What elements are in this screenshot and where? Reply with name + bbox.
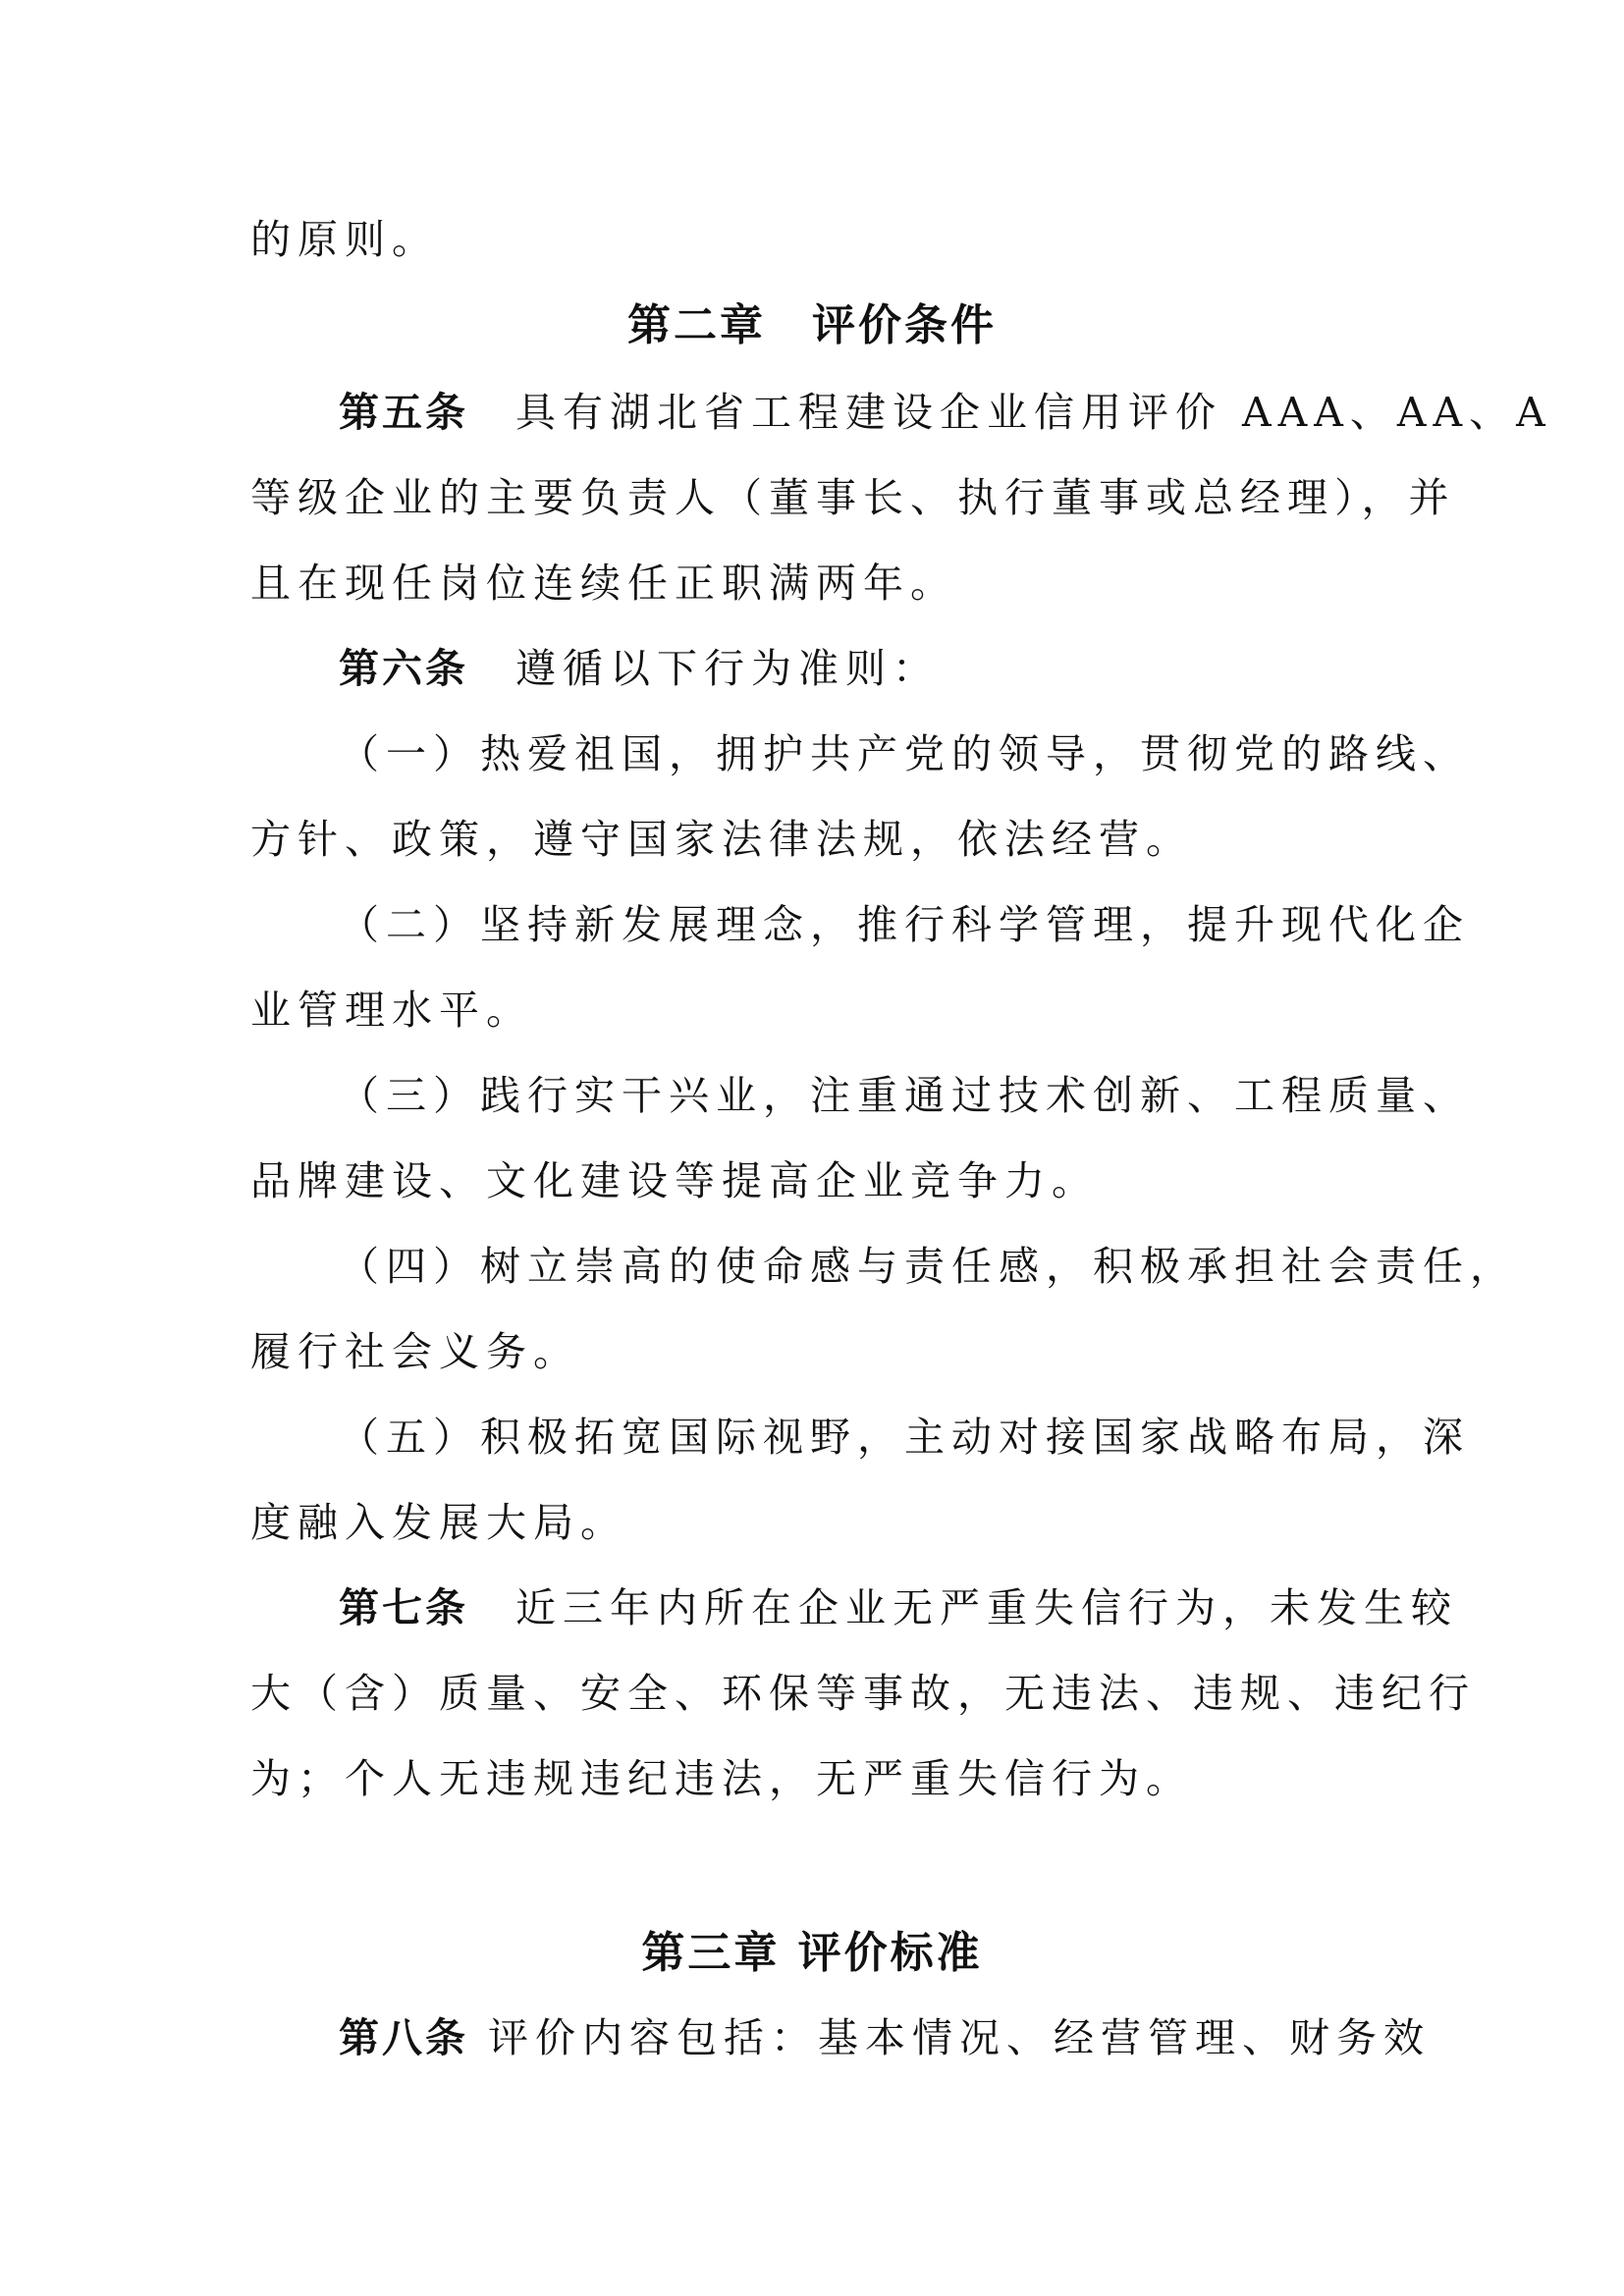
paragraph-line: 的原则。 [250, 216, 439, 263]
article-seven-label: 第七条 [339, 1584, 468, 1631]
article-five-label: 第五条 [339, 389, 468, 436]
article-eight-line [339, 2010, 1432, 2065]
list-item-line: （五）积极拓宽国际视野，主动对接国家战略布局，深 [339, 1414, 1470, 1461]
list-item-line: （三）践行实干兴业，注重通过技术创新、工程质量、 [339, 1072, 1470, 1119]
article-seven-text: 近三年内所在企业无严重失信行为，未发生较 [515, 1584, 1458, 1631]
article-six-label: 第六条 [339, 645, 468, 692]
list-item-line: 履行社会义务。 [250, 1328, 580, 1375]
paragraph-line: 大（含）质量、安全、环保等事故，无违法、违规、违纪行 [250, 1670, 1476, 1717]
list-item-line: 方针、政策，遵守国家法律法规，依法经营。 [250, 816, 1193, 863]
article-five-line [339, 385, 1552, 440]
article-eight-label: 第八条 [339, 2014, 468, 2061]
article-eight-text: 评价内容包括：基本情况、经营管理、财务效 [488, 2014, 1432, 2061]
paragraph-line: 且在现任岗位连续任正职满两年。 [250, 560, 957, 607]
list-item-line: （四）树立崇高的使命感与责任感，积极承担社会责任， [339, 1243, 1517, 1290]
list-item-line: 度融入发展大局。 [250, 1499, 627, 1546]
chapter-two-heading: 第二章 评价条件 [627, 300, 997, 350]
list-item-line: 业管理水平。 [250, 987, 533, 1034]
paragraph-line: 等级企业的主要负责人（董事长、执行董事或总经理），并 [250, 474, 1456, 521]
article-six-line [339, 641, 1384, 696]
chapter-three-heading: 第三章 评价标准 [641, 1928, 983, 1978]
article-seven-line [339, 1580, 1458, 1635]
article-five-text: 具有湖北省工程建设企业信用评价 AAA、AA、A [515, 389, 1552, 436]
list-item-line: 品牌建设、文化建设等提高企业竞争力。 [250, 1157, 1099, 1204]
article-six-text: 遵循以下行为准则： [515, 645, 940, 692]
paragraph-line: 为；个人无违规违纪违法，无严重失信行为。 [250, 1755, 1193, 1802]
list-item-line: （一）热爱祖国，拥护共产党的领导，贯彻党的路线、 [339, 730, 1470, 777]
list-item-line: （二）坚持新发展理念，推行科学管理，提升现代化企 [339, 901, 1470, 948]
